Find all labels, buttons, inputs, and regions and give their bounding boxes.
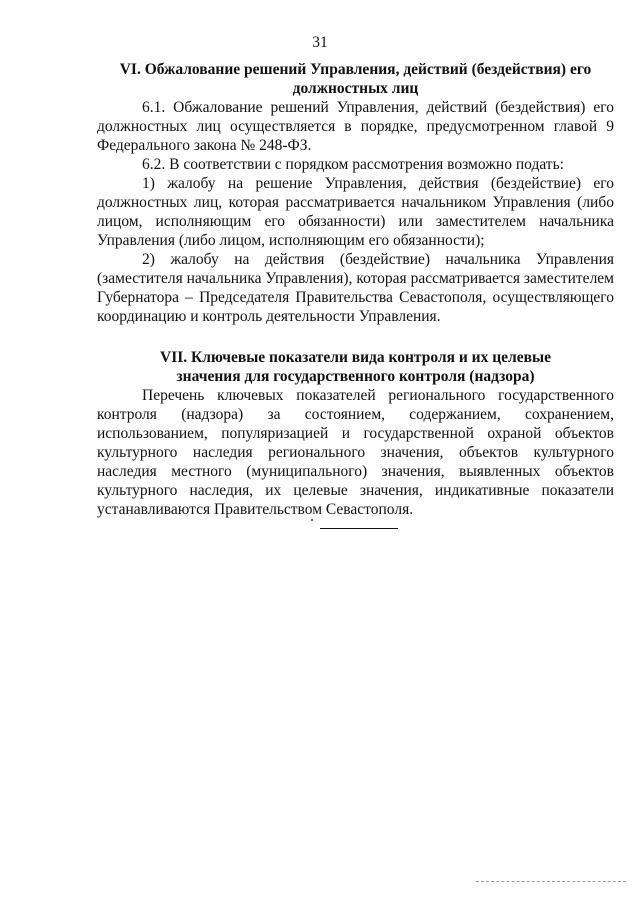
section-vi-heading-line1: VI. Обжалование решений Управления, действий (бездействия) его — [119, 61, 592, 78]
end-of-text-line — [320, 528, 398, 529]
list-item-2: 2) жалобу на действия (бездействие) начальника Управления (заместителя начальника Управления), которая рассматривается заместителем Губернатора – Председателя Правительства Севастополя, осуществляющего координацию и контроль деятельности Управления. — [97, 251, 614, 325]
section-spacer — [97, 326, 614, 348]
paragraph-6-1: 6.1. Обжалование решений Управления, действий (бездействия) его должностных лиц осуществляется в порядке, предусмотренном главой 9 Федерального закона № 248-ФЗ. — [97, 99, 614, 154]
section-vii-paragraph: Перечень ключевых показателей регионального государственного контроля (надзора) за состоянием, содержанием, сохранением, использованием, популяризацией и государственной охраной объектов культурного наследия регионального значения, объектов культурного наследия местного (муниципального) значения, выявленных объектов культурного наследия, их целевые значения, индикативные показатели устанавливаются Правительством Севастополя. — [97, 387, 614, 518]
page-number: 31 — [312, 34, 328, 51]
section-vii-heading — [97, 348, 614, 386]
section-vii-heading-line2: значения для государственного контроля (надзора) — [176, 368, 535, 385]
list-item-1: 1) жалобу на решение Управления, действия (бездействие) его должностных лиц, которая рассматривается начальником Управления (либо лицом, исполняющим его обязанности) или заместителем начальника Управления (либо лицом, исполняющим его обязанности); — [97, 175, 614, 249]
section-vi-heading — [97, 60, 614, 98]
section-vi-heading-line2: должностных лиц — [292, 80, 419, 97]
document-body — [97, 60, 614, 519]
scan-artifact-line — [476, 881, 626, 882]
paragraph-6-2: 6.2. В соответствии с порядком рассмотрения возможно подать: — [142, 156, 564, 173]
scan-dot — [311, 519, 313, 521]
section-vii-heading-line1: VII. Ключевые показатели вида контроля и их целевые — [160, 349, 551, 366]
